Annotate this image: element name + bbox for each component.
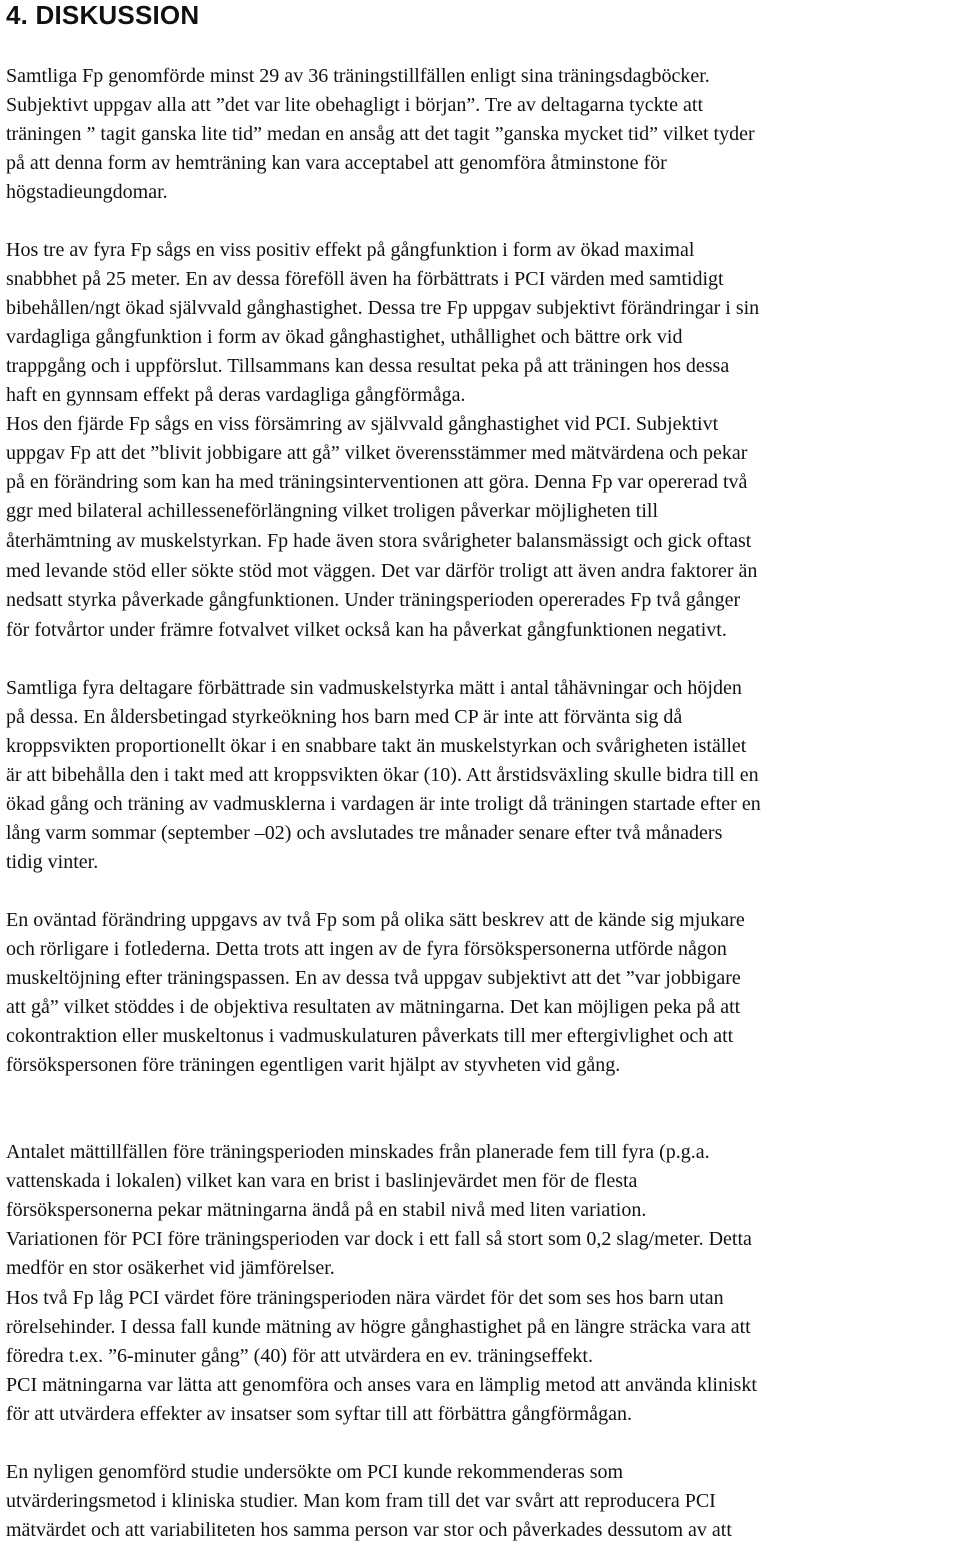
text-line: mätvärdet och att variabiliteten hos samma person var stor och påverkades dessutom av att xyxy=(6,1519,732,1541)
text-line: lång varm sommar (september –02) och avslutades tre månader senare efter två månaders xyxy=(6,822,723,844)
section-heading: 4. DISKUSSION xyxy=(6,0,200,30)
text-line: utvärderingsmetod i kliniska studier. Man kom fram till det var svårt att reproducera PCI xyxy=(6,1490,716,1512)
text-line: Samtliga Fp genomförde minst 29 av 36 träningstillfällen enligt sina träningsdagböcker. xyxy=(6,65,710,87)
text-line: En nyligen genomförd studie undersökte om PCI kunde rekommenderas som xyxy=(6,1461,624,1483)
text-line: kroppsvikten proportionellt ökar i en snabbare takt än muskelstyrkan och svårigheten istället xyxy=(6,735,747,757)
text-line: Antalet mättillfällen före träningsperioden minskades från planerade fem till fyra (p.g.a. xyxy=(6,1141,710,1163)
text-line: och rörligare i fotlederna. Detta trots att ingen av de fyra försökspersonerna utförde någon xyxy=(6,938,727,960)
text-line: Samtliga fyra deltagare förbättrade sin vadmuskelstyrka mätt i antal tåhävningar och höjden xyxy=(6,677,742,699)
text-line: försökspersonerna pekar mätningarna ändå på en stabil nivå med liten variation. xyxy=(6,1199,647,1221)
text-line: ggr med bilateral achillesseneförlängning vilket troligen påverkar möjligheten till xyxy=(6,500,659,522)
text-line: på att denna form av hemträning kan vara acceptabel att genomföra åtminstone för xyxy=(6,152,667,174)
text-line: Variationen för PCI före träningsperioden var dock i ett fall så stort som 0,2 slag/meter. Detta xyxy=(6,1228,752,1250)
text-line: En oväntad förändring uppgavs av två Fp som på olika sätt beskrev att de kände sig mjukare xyxy=(6,909,745,931)
text-line: träningen ” tagit ganska lite tid” medan en ansåg att det tagit ”ganska mycket tid” vilket tyder xyxy=(6,123,755,145)
text-line: Hos två Fp låg PCI värdet före träningsperioden nära värdet för det som ses hos barn utan xyxy=(6,1287,724,1309)
text-line: högstadieungdomar. xyxy=(6,181,168,203)
text-line: Hos den fjärde Fp sågs en viss försämring av självvald gånghastighet vid PCI. Subjektivt xyxy=(6,413,719,435)
text-line: cokontraktion eller muskeltonus i vadmuskulaturen påverkats till mer eftergivlighet och att xyxy=(6,1025,734,1047)
text-line: för fotvårtor under främre fotvalvet vilket också kan ha påverkat gångfunktionen negativt. xyxy=(6,619,727,641)
text-line: Subjektivt uppgav alla att ”det var lite obehagligt i början”. Tre av deltagarna tyckte att xyxy=(6,94,704,116)
text-line: Hos tre av fyra Fp sågs en viss positiv effekt på gångfunktion i form av ökad maximal xyxy=(6,239,695,261)
text-line: för att utvärdera effekter av insatser som syftar till att förbättra gångförmågan. xyxy=(6,1403,633,1425)
text-line: bibehållen/ngt ökad självvald gånghastighet. Dessa tre Fp uppgav subjektivt förändringar i sin xyxy=(6,297,760,319)
text-line: tidig vinter. xyxy=(6,851,99,873)
text-line: snabbhet på 25 meter. En av dessa föreföll även ha förbättrats i PCI värden med samtidigt xyxy=(6,268,724,290)
text-line: medför en stor osäkerhet vid jämförelser. xyxy=(6,1257,335,1279)
text-line: ökad gång och träning av vadmusklerna i vardagen är inte troligt då träningen startade efter en xyxy=(6,793,761,815)
text-line: med levande stöd eller sökte stöd mot väggen. Det var därför troligt att även andra faktorer än xyxy=(6,560,758,582)
text-line: försökspersonen före träningen egentligen varit hjälpt av styvheten vid gång. xyxy=(6,1054,621,1076)
text-line: trappgång och i uppförslut. Tillsammans kan dessa resultat peka på att träningen hos dessa xyxy=(6,355,730,377)
text-line: rörelsehinder. I dessa fall kunde mätning av högre gånghastighet på en längre sträcka vara att xyxy=(6,1316,751,1338)
text-line: uppgav Fp att det ”blivit jobbigare att gå” vilket överensstämmer med mätvärdena och pekar xyxy=(6,442,748,464)
text-line: nedsatt styrka påverkade gångfunktionen. Under träningsperioden opererades Fp två gånger xyxy=(6,589,741,611)
text-line: muskeltöjning efter träningspassen. En av dessa två uppgav subjektivt att det ”var jobbigare xyxy=(6,967,741,989)
text-line: vattenskada i lokalen) vilket kan vara en brist i baslinjevärdet men för de flesta xyxy=(6,1170,638,1192)
text-line: på dessa. En åldersbetingad styrkeökning hos barn med CP är inte att förvänta sig då xyxy=(6,706,683,728)
text-line: haft en gynnsam effekt på deras vardagliga gångförmåga. xyxy=(6,384,466,406)
text-line: vardagliga gångfunktion i form av ökad gånghastighet, uthållighet och bättre ork vid xyxy=(6,326,683,348)
text-line: återhämtning av muskelstyrkan. Fp hade även stora svårigheter balansmässigt och gick oftast xyxy=(6,530,752,552)
text-line: är att bibehålla den i takt med att kroppsvikten ökar (10). Att årstidsväxling skulle bidra till en xyxy=(6,764,759,786)
text-line: föredra t.ex. ”6-minuter gång” (40) för att utvärdera en ev. träningseffekt. xyxy=(6,1345,593,1367)
text-line: på en förändring som kan ha med träningsinterventionen att göra. Denna Fp var opererad två xyxy=(6,471,748,493)
text-line: PCI mätningarna var lätta att genomföra och anses vara en lämplig metod att använda kliniskt xyxy=(6,1374,757,1396)
text-line: att gå” vilket stöddes i de objektiva resultaten av mätningarna. Det kan möjligen peka på att xyxy=(6,996,741,1018)
